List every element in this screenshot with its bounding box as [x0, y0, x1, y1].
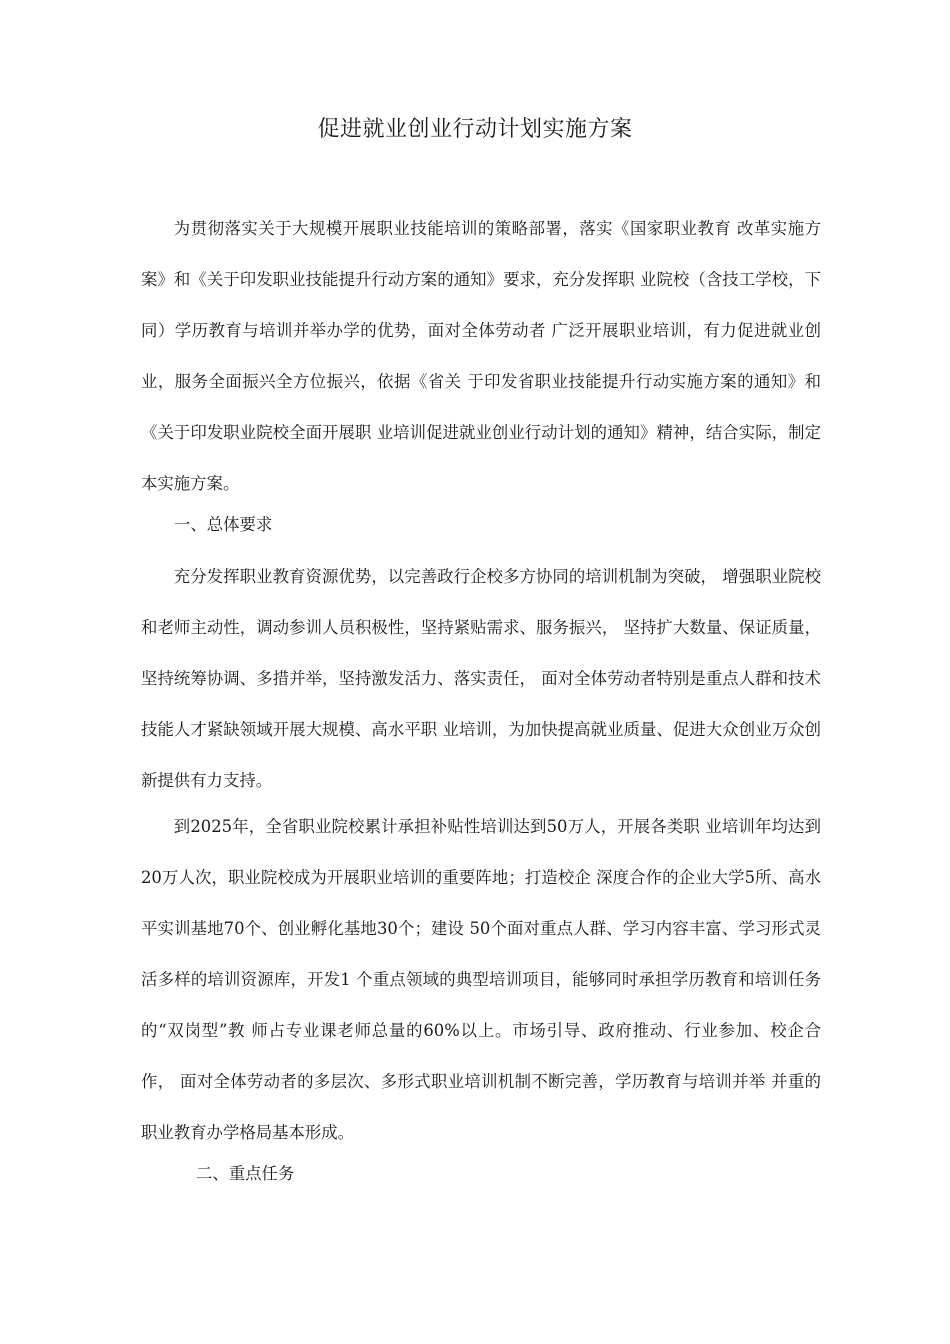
targets-paragraph: 到2025年，全省职业院校累计承担补贴性培训达到50万人，开展各类职 业培训年均达到20万人次，职业院校成为开展职业培训的重要阵地；打造校企 深度合作的企业大学5所、高水平实训基地70个、创业孵化基地30个；建设 50个面对重点人群、学习内容丰富、学习形式灵活多样的培训资源库，开发1 个重点领域的典型培训项目，能够同时承担学历教育和培训任务的“双岗型”教 师占专业课老师总量的60%以上。市场引导、政府推动、行业参加、校企合作， 面对全体劳动者的多层次、多形式职业培训机制不断完善，学历教育与培训并举 并重的职业教育办学格局基本形成。	[141, 817, 821, 1142]
document-title: 促进就业创业行动计划实施方案	[317, 117, 633, 142]
section-heading-general-requirements: 一、总体要求	[174, 515, 273, 534]
intro-paragraph: 为贯彻落实关于大规模开展职业技能培训的策略部署，落实《国家职业教育 改革实施方案》和《关于印发职业技能提升行动方案的通知》要求，充分发挥职 业院校（含技工学校，下同）学历教育与培训并举办学的优势，面对全体劳动者 广泛开展职业培训，有力促进就业创业，服务全面振兴全方位振兴，依据《省关 于印发省职业技能提升行动实施方案的通知》和《关于印发职业院校全面开展职 业培训促进就业创业行动计划的通知》精神，结合实际，制定本实施方案。	[141, 219, 821, 493]
section-heading-key-tasks: 二、重点任务	[196, 1164, 295, 1183]
general-requirements-paragraph: 充分发挥职业教育资源优势，以完善政行企校多方协同的培训机制为突破， 增强职业院校和老师主动性，调动参训人员积极性，坚持紧贴需求、服务振兴， 坚持扩大数量、保证质量，坚持统筹协调、多措并举，坚持激发活力、落实责任， 面对全体劳动者特别是重点人群和技术技能人才紧缺领域开展大规模、高水平职 业培训，为加快提高就业质量、促进大众创业万众创新提供有力支持。	[141, 567, 821, 790]
